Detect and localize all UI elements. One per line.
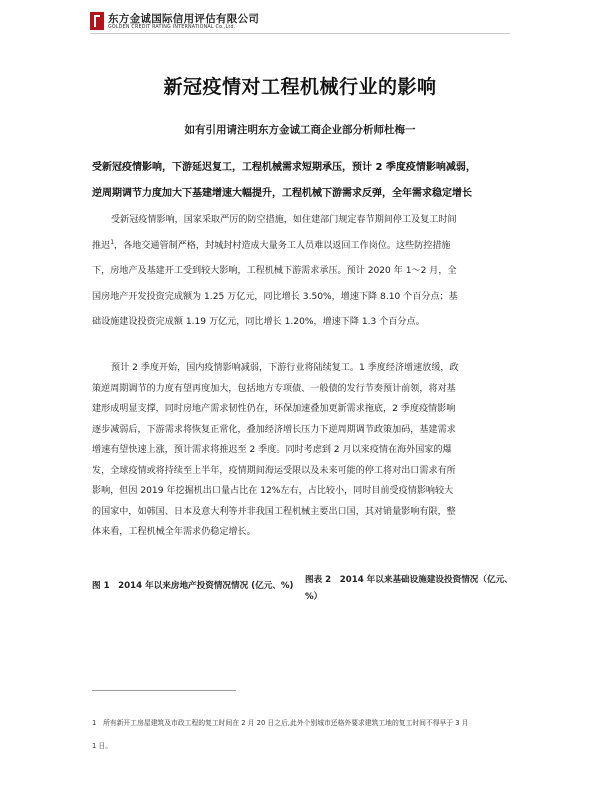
paragraph-2-line: 发，全球疫情或将持续至上半年，疫情期间海运受限以及未来可能的停工将对出口需求有所 <box>92 465 456 476</box>
paragraph-2-line: 逐步减弱后，下游需求将恢复正常化，叠加经济增长压力下逆周期调节政策加码，基建需求 <box>92 424 456 435</box>
header-divider <box>90 33 510 34</box>
footnote-divider <box>92 690 236 691</box>
paragraph-1-line: 推迟$^1$，各地交通管制严格，封城封村造成大量务工人员难以返回工作岗位。这些防控措施 <box>92 238 451 251</box>
paragraph-2-line: 的国家中，如韩国、日本及意大利等并非我国工程机械主要出口国，其对销量影响有限，整 <box>92 506 456 517</box>
paragraph-2-line: 策逆周期调节的力度有望再度加大，包括地方专项债、一般债的发行节奏预计前领，将对基 <box>92 383 456 394</box>
footnote <box>92 712 512 758</box>
paragraph-2-line: 建形成明显支撑，同时房地产需求韧性仍在，环保加速叠加更新需求拖底，2 季度疫情影响 <box>92 404 456 414</box>
brand-name-cn: 东方金诚国际信用评估有限公司 <box>108 13 260 25</box>
page-title: 新冠疫情对工程机械行业的影响 <box>163 76 437 98</box>
figure-2-caption: 图表 2 2014 年以来基础设施建设投资情况（亿元、%） <box>305 575 513 602</box>
paragraph-2 <box>92 358 512 543</box>
company-logo-icon <box>90 12 104 30</box>
footnote-line: 1 所有新开工房屋建筑及市政工程的复工时间在 2 月 20 日之后,此外个别城市还格外要求建筑工地的复工时间不得早于 3 月 <box>92 719 469 727</box>
footnote-line: 1 日。 <box>92 742 113 750</box>
brand-name-en: GOLDEN CREDIT RATING INTERNATIONAL Co.,Ltd. <box>108 25 236 30</box>
paragraph-2-line: 影响，但因 2019 年挖掘机出口量占比在 12%左右，占比较小，同时目前受疫情影响较大 <box>92 486 454 496</box>
paragraph-2-line: 预计 2 季度开始，国内疫情影响减弱，下游行业将陆续复工。1 季度经济增速放缓，政 <box>111 363 459 373</box>
paragraph-1-line: 础设施建设投资完成额 1.19 万亿元，同比增长 1.20%，增速下降 1.3 个百分点。 <box>92 317 425 327</box>
summary-line-2: 逆周期调节力度加大下基建增速大幅提升，工程机械下游需求反弹，全年需求稳定增长 <box>92 188 472 199</box>
paragraph-1-line: 下，房地产及基建开工受到较大影响，工程机械下游需求承压。预计 2020 年 1～2 月，全 <box>92 266 457 276</box>
paragraph-2-line: 体来看，工程机械全年需求仍稳定增长。 <box>92 527 256 537</box>
paragraph-1-line: 国房地产开发投资完成额为 1.25 万亿元，同比增长 3.50%，增速下降 8.10 个百分点；基 <box>92 291 458 302</box>
paragraph-2-line: 增速有望快速上涨，预计需求将推迟至 2 季度。同时考虑到 2 月以来疫情在海外国家的爆 <box>92 445 452 455</box>
page-subtitle: 如有引用请注明东方金诚工商企业部分析师杜梅一 <box>184 124 416 136</box>
paragraph-1 <box>92 208 512 336</box>
paragraph-1-line: 受新冠疫情影响，国家采取严厉的防空措施，如住建部门规定春节期间停工及复工时间 <box>111 215 457 225</box>
figure-1-caption: 图 1 2014 年以来房地产投资情况情况 (亿元、%) <box>92 581 294 591</box>
summary-line-1: 受新冠疫情影响，下游延迟复工，工程机械需求短期承压，预计 2 季度疫情影响减弱， <box>92 162 476 173</box>
footnote-marker[interactable]: 1 <box>110 238 115 246</box>
